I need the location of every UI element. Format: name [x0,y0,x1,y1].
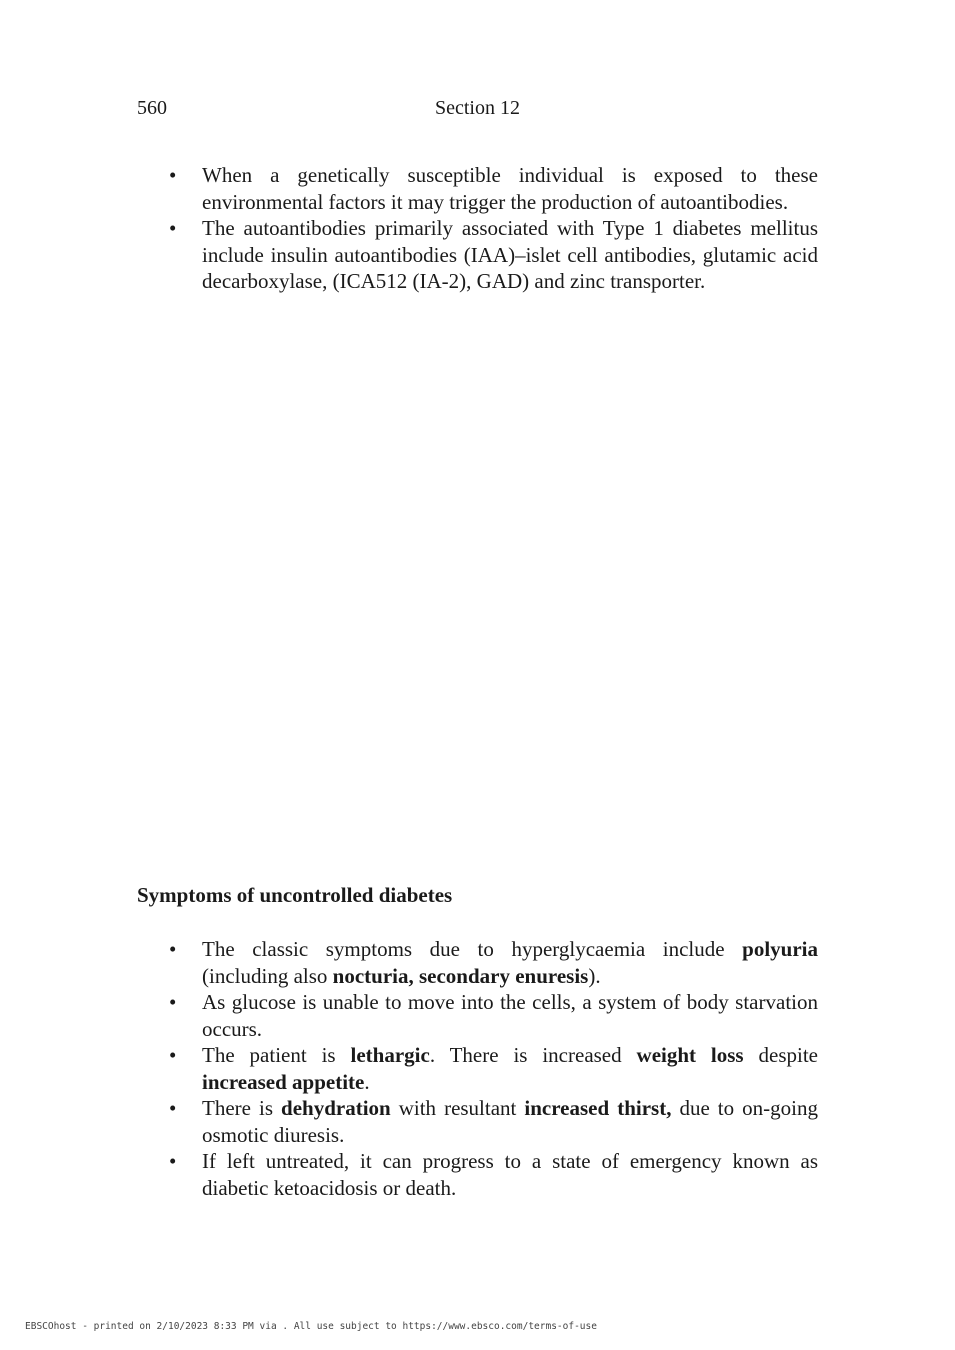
bullet-icon: • [169,1149,177,1173]
emphasis: increased thirst, [524,1096,672,1120]
list-item [168,1042,818,1095]
list-item [168,989,818,1042]
list-item-text: If left untreated, it can progress to a state of emergency known as diabetic ketoacidosis or death. [202,1149,818,1200]
bullet-icon: • [169,1043,177,1067]
emphasis: nocturia, secondary enuresis [332,963,589,988]
emphasis: lethargic [350,1043,430,1067]
print-footer: EBSCOhost - printed on 2/10/2023 8:33 PM via . All use subject to https://www.ebsco.com/terms-of-use [25,1321,597,1332]
bullet-list-symptoms [168,936,818,1201]
list-item-text: The autoantibodies primarily associated with Type 1 diabetes mellitus include insulin autoantibodies (IAA)–islet cell antibodies, glutamic acid decarboxylase, (ICA512 (IA-2), GAD) and zinc transporter. [202,216,818,293]
list-item-text: The classic symptoms due to hyperglycaemia include polyuria (including also nocturia, secondary enuresis). [202,937,818,988]
bullet-icon: • [169,216,177,240]
bullet-icon: • [169,990,177,1014]
list-item [168,215,818,295]
bullet-icon: • [169,937,177,961]
section-heading: Symptoms of uncontrolled diabetes [137,883,453,907]
running-head: Section 12 [435,97,520,119]
bullet-icon: • [169,163,177,187]
list-item [168,162,818,215]
bullet-icon: • [169,1096,177,1120]
emphasis: dehydration [281,1096,391,1120]
list-item [168,1095,818,1148]
emphasis: increased appetite [202,1069,365,1094]
list-item [168,936,818,989]
emphasis: polyuria [742,937,818,961]
list-item [168,1148,818,1201]
bullet-list-autoantibodies [168,162,818,295]
list-item-text: As glucose is unable to move into the cells, a system of body starvation occurs. [202,990,818,1041]
list-item-text: The patient is lethargic. There is increased weight loss despite increased appetite. [202,1043,818,1094]
list-item-text: When a genetically susceptible individual is exposed to these environmental factors it may trigger the production of autoantibodies. [202,163,818,214]
emphasis: weight loss [636,1043,744,1067]
page-number: 560 [137,97,167,119]
list-item-text: There is dehydration with resultant increased thirst, due to on-going osmotic diuresis. [202,1096,818,1147]
